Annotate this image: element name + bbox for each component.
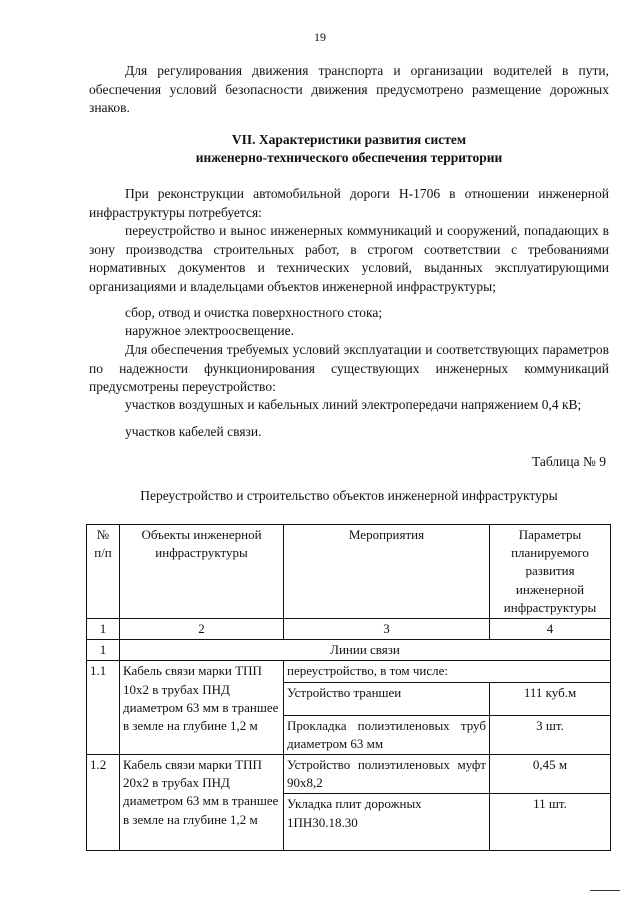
paragraph-reconstruction: При реконструкции автомобильной дороги Н-1706 в отношении инженерной инфраструктуры потребуется: [89, 186, 609, 220]
row-measure-header: переустройство, в том числе: [284, 661, 611, 682]
header-objects: Объекты инженерной инфраструктуры [120, 525, 284, 619]
table-row [87, 755, 611, 794]
section-title: Линии связи [120, 640, 611, 661]
paragraph-power-lines: участков воздушных и кабельных линий электропередачи напряжением 0,4 кВ; [125, 397, 582, 412]
row-measure: Устройство траншеи [284, 682, 490, 715]
row-measure: Укладка плит дорожных 1ПН30.18.30 [284, 794, 490, 851]
row-value: 11 шт. [490, 794, 611, 851]
table-section-row [87, 640, 611, 661]
row-object: Кабель связи марки ТПП 20х2 в трубах ПНД диаметром 63 мм в траншее в земле на глубине 1,2 м [120, 755, 284, 851]
section-num: 1 [87, 640, 120, 661]
paragraph-lighting: наружное электроосвещение. [125, 323, 294, 338]
table-header-row [87, 525, 611, 619]
row-num: 1.1 [87, 661, 120, 755]
col-number: 3 [284, 619, 490, 640]
header-measures: Мероприятия [284, 525, 490, 619]
row-value: 111 куб.м [490, 682, 611, 715]
row-object: Кабель связи марки ТПП 10х2 в трубах ПНД диаметром 63 мм в траншее в земле на глубине 1,2 м [120, 661, 284, 755]
col-number: 2 [120, 619, 284, 640]
header-num: № п/п [87, 525, 120, 619]
row-value: 0,45 м [490, 755, 611, 794]
section-heading-line1: VII. Характеристики развития систем [231, 132, 467, 147]
page-edge-mark [590, 890, 620, 891]
paragraph-runoff: сбор, отвод и очистка поверхностного стока; [125, 305, 383, 320]
page-number: 19 [314, 30, 326, 44]
table-column-numbers-row [87, 619, 611, 640]
row-value: 3 шт. [490, 715, 611, 754]
paragraph-conditions: Для обеспечения требуемых условий эксплуатации и соответствующих параметров по надежности функционирования существующих инженерных коммуникаций предусмотрены переустройство: [89, 342, 609, 395]
table-label: Таблица № 9 [532, 454, 606, 469]
col-number: 4 [490, 619, 611, 640]
row-measure: Устройство полиэтиленовых муфт 90х8,2 [284, 755, 490, 794]
intro-paragraph: Для регулирования движения транспорта и организации водителей в пути, обеспечения условий безопасности движения предусмотрено размещение дорожных знаков. [89, 63, 609, 116]
table-caption: Переустройство и строительство объектов инженерной инфраструктуры [140, 488, 558, 503]
section-heading-line2: инженерно-технического обеспечения территории [195, 150, 503, 165]
paragraph-comm-cables: участков кабелей связи. [125, 424, 262, 439]
header-params: Параметры планируемого развития инженерной инфраструктуры [490, 525, 611, 619]
table-row [87, 661, 611, 682]
paragraph-relocation: переустройство и вынос инженерных коммуникаций и сооружений, попадающих в зону производства строительных работ, в строгом соответствии с требованиями нормативных документов и технических условий, выданных эксплуатирующими организациями и владельцами объектов инженерной инфраструктуры; [89, 223, 609, 294]
row-measure: Прокладка полиэтиленовых труб диаметром 63 мм [284, 715, 490, 754]
col-number: 1 [87, 619, 120, 640]
row-num: 1.2 [87, 755, 120, 851]
infrastructure-table [86, 524, 611, 851]
